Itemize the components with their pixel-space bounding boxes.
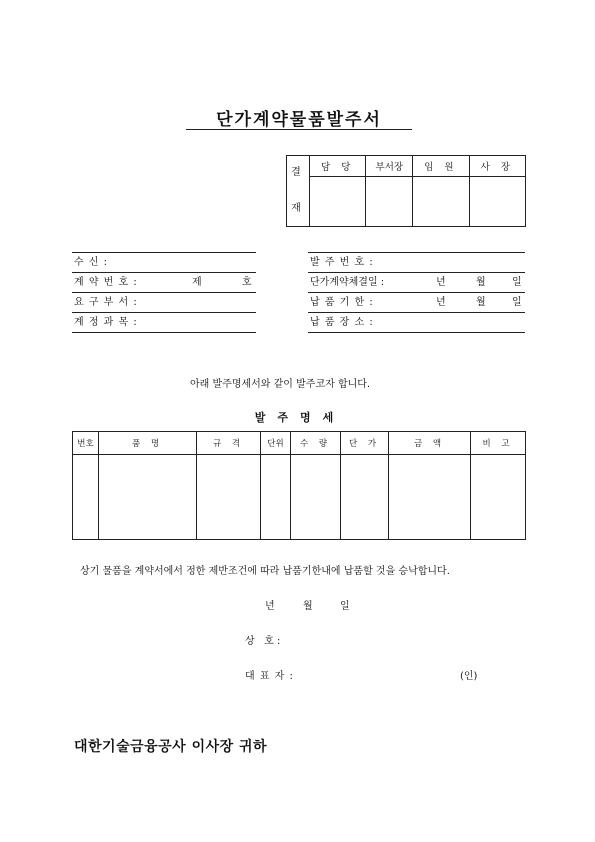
label-contract-no: 계 약 번 호 : <box>74 277 138 288</box>
approval-header-staff: 담 당 <box>310 156 366 177</box>
deadline-year: 년 <box>436 297 446 308</box>
approval-side-label-top: 결 <box>291 167 305 178</box>
approval-side-label <box>287 156 310 227</box>
intro-sentence: 아래 발주명세서와 같이 발주코자 합니다. <box>190 379 371 390</box>
info-row-recipient[interactable] <box>72 253 256 273</box>
contract-no-prefix: 제 <box>192 277 202 288</box>
detail-cell-unit-price[interactable] <box>341 455 389 540</box>
title-underline <box>186 129 412 130</box>
info-row-delivery-place[interactable] <box>308 313 525 333</box>
detail-cell-amount[interactable] <box>389 455 471 540</box>
approval-header-dept-head: 부서장 <box>366 156 413 177</box>
seal-mark: (인) <box>460 671 478 682</box>
detail-title: 발주명세 <box>254 411 346 424</box>
label-requesting-dept: 요 구 부 서 : <box>74 297 138 308</box>
contract-date-day: 일 <box>512 277 522 288</box>
info-row-delivery-deadline[interactable] <box>308 293 525 313</box>
approval-sign-dept-head[interactable] <box>366 177 413 227</box>
acceptance-sentence: 상기 물품을 계약서에서 정한 제반조건에 따라 납품기한내에 납품할 것을 승낙합니다. <box>80 566 450 577</box>
info-row-requesting-dept[interactable] <box>72 293 256 313</box>
approval-header-executive: 임 원 <box>413 156 469 177</box>
detail-header-item: 품 명 <box>99 432 197 455</box>
detail-header-unit-price: 단 가 <box>341 432 389 455</box>
date-month: 월 <box>303 601 313 612</box>
label-recipient: 수 신 : <box>74 257 109 268</box>
approval-header-president: 사 장 <box>469 156 525 177</box>
detail-header-amount: 금 액 <box>389 432 471 455</box>
detail-cell-remarks[interactable] <box>471 455 526 540</box>
approval-side-label-bottom: 재 <box>291 203 305 214</box>
date-day: 일 <box>340 601 350 612</box>
addressee: 대한기술금융공사 이사장 귀하 <box>74 739 268 755</box>
detail-cell-item[interactable] <box>99 455 197 540</box>
approval-sign-president[interactable] <box>469 177 525 227</box>
info-row-contract-date[interactable] <box>308 273 525 293</box>
detail-header-remarks: 비 고 <box>471 432 526 455</box>
approval-sign-executive[interactable] <box>413 177 469 227</box>
detail-header-spec: 규 격 <box>197 432 261 455</box>
contract-date-year: 년 <box>436 277 446 288</box>
contract-date-month: 월 <box>476 277 486 288</box>
deadline-day: 일 <box>512 297 522 308</box>
approval-sign-staff[interactable] <box>310 177 366 227</box>
label-delivery-deadline: 납 품 기 한 : <box>310 297 374 308</box>
date-year: 년 <box>265 601 275 612</box>
representative-label: 대 표 자 : <box>245 671 294 682</box>
label-account: 계 정 과 목 : <box>74 317 138 328</box>
contract-no-suffix: 호 <box>242 277 252 288</box>
detail-header-no: 번호 <box>73 432 99 455</box>
detail-header-qty: 수 량 <box>291 432 341 455</box>
approval-table <box>286 155 526 227</box>
info-row-order-no[interactable] <box>308 253 525 273</box>
detail-header-unit: 단위 <box>261 432 291 455</box>
deadline-month: 월 <box>476 297 486 308</box>
document-title: 단가계약물품발주서 <box>216 110 382 130</box>
company-name-label: 상 호 : <box>245 636 281 647</box>
order-detail-table <box>72 431 526 540</box>
label-order-no: 발 주 번 호 : <box>310 257 374 268</box>
detail-cell-spec[interactable] <box>197 455 261 540</box>
label-contract-date: 단가계약체결일 : <box>310 277 385 288</box>
detail-cell-no[interactable] <box>73 455 99 540</box>
info-row-account[interactable] <box>72 313 256 333</box>
label-delivery-place: 납 품 장 소 : <box>310 317 374 328</box>
info-row-contract-no[interactable] <box>72 273 256 293</box>
detail-cell-unit[interactable] <box>261 455 291 540</box>
detail-cell-qty[interactable] <box>291 455 341 540</box>
